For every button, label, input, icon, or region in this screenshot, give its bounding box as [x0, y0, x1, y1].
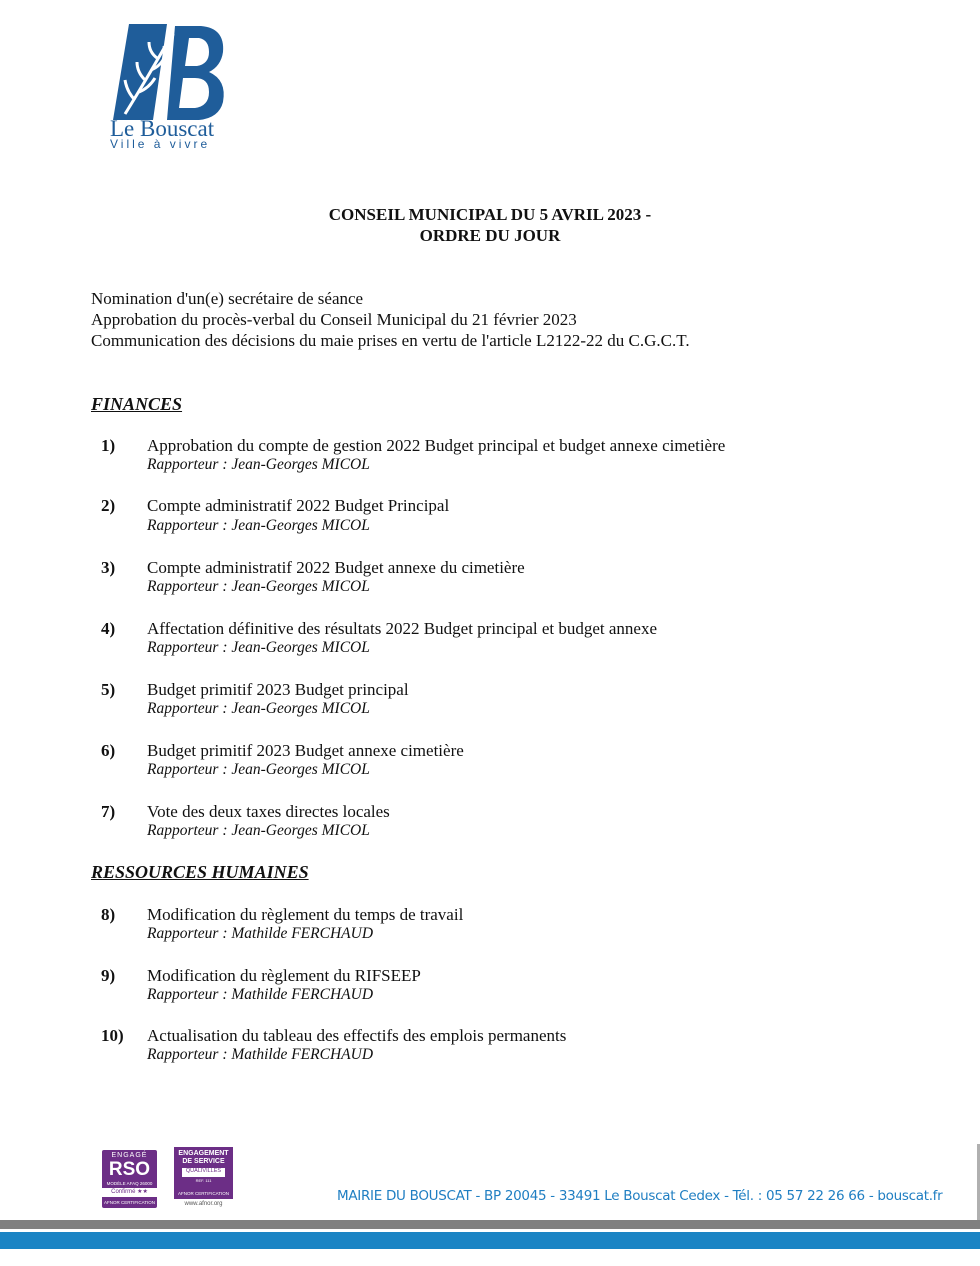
- intro-line: Nomination d'un(e) secrétaire de séance: [91, 289, 364, 308]
- item-title: Modification du règlement du RIFSEEP: [147, 966, 421, 985]
- item-title: Vote des deux taxes directes locales: [147, 802, 390, 821]
- qual-badge-ref: REF. 111: [195, 1178, 212, 1183]
- rso-badge-level: Confirmé ★★: [102, 1188, 157, 1197]
- qualivilles-badge: [172, 1147, 235, 1209]
- intro-line: Approbation du procès-verbal du Conseil Municipal du 21 février 2023: [91, 310, 577, 329]
- item-number: 9): [101, 966, 116, 985]
- item-rapporteur: Rapporteur : Jean-Georges MICOL: [147, 822, 370, 839]
- item-rapporteur: Rapporteur : Mathilde FERCHAUD: [147, 925, 374, 942]
- logo-tagline: Ville à vivre: [110, 137, 211, 151]
- item-rapporteur: Rapporteur : Mathilde FERCHAUD: [147, 986, 374, 1003]
- rso-badge-top: ENGAGÉ: [111, 1152, 148, 1159]
- item-number: 3): [101, 558, 116, 577]
- item-title: Modification du règlement du temps de travail: [147, 905, 464, 924]
- logo-name: Le Bouscat: [110, 116, 215, 141]
- item-rapporteur: Rapporteur : Jean-Georges MICOL: [147, 761, 370, 778]
- page-subtitle: ORDRE DU JOUR: [419, 226, 561, 245]
- item-title: Budget primitif 2023 Budget annexe cimetière: [147, 741, 464, 760]
- item-title: Actualisation du tableau des effectifs des emplois permanents: [147, 1026, 567, 1045]
- qual-badge-line3: QUALIVILLES: [182, 1168, 225, 1177]
- item-number: 10): [101, 1026, 124, 1045]
- item-number: 8): [101, 905, 116, 924]
- section-heading-rh: RESSOURCES HUMAINES: [91, 862, 309, 882]
- intro-line: Communication des décisions du maie prises en vertu de l'article L2122-22 du C.G.C.T.: [91, 331, 690, 350]
- item-title: Budget primitif 2023 Budget principal: [147, 680, 409, 699]
- item-number: 2): [101, 496, 116, 515]
- rso-badge-main: RSO: [108, 1159, 151, 1180]
- qual-badge-line2: DE SERVICE: [182, 1158, 225, 1165]
- item-title: Compte administratif 2022 Budget annexe du cimetière: [147, 558, 525, 577]
- item-title: Affectation définitive des résultats 2022 Budget principal et budget annexe: [147, 619, 658, 638]
- item-number: 7): [101, 802, 116, 821]
- qual-badge-line1: ENGAGEMENT: [178, 1150, 229, 1157]
- page-title: CONSEIL MUNICIPAL DU 5 AVRIL 2023 -: [328, 205, 652, 224]
- item-rapporteur: Rapporteur : Mathilde FERCHAUD: [147, 1046, 374, 1063]
- section-heading-finances: FINANCES: [91, 394, 183, 414]
- item-rapporteur: Rapporteur : Jean-Georges MICOL: [147, 517, 370, 534]
- footer-gray-bar: [0, 1220, 980, 1229]
- item-title: Approbation du compte de gestion 2022 Budget principal et budget annexe cimetière: [147, 436, 726, 455]
- rso-badge-sub: MODÈLE AFAQ 26000: [106, 1181, 153, 1186]
- item-number: 5): [101, 680, 116, 699]
- qual-badge-url: www.afnor.org: [184, 1201, 223, 1207]
- rso-badge-cert: AFNOR CERTIFICATION: [103, 1200, 156, 1205]
- qual-badge-cert: AFNOR CERTIFICATION: [177, 1191, 230, 1196]
- rso-badge: [102, 1150, 157, 1208]
- item-rapporteur: Rapporteur : Jean-Georges MICOL: [147, 456, 370, 473]
- footer-address: MAIRIE DU BOUSCAT - BP 20045 - 33491 Le Bouscat Cedex - Tél. : 05 57 22 26 66 - bouscat.fr: [337, 1188, 943, 1204]
- footer-blue-bar: [0, 1232, 980, 1249]
- item-title: Compte administratif 2022 Budget Principal: [147, 496, 450, 515]
- item-rapporteur: Rapporteur : Jean-Georges MICOL: [147, 639, 370, 656]
- item-rapporteur: Rapporteur : Jean-Georges MICOL: [147, 578, 370, 595]
- certification-badges: [102, 1147, 242, 1213]
- item-number: 4): [101, 619, 116, 638]
- item-number: 6): [101, 741, 116, 760]
- item-rapporteur: Rapporteur : Jean-Georges MICOL: [147, 700, 370, 717]
- item-number: 1): [101, 436, 116, 455]
